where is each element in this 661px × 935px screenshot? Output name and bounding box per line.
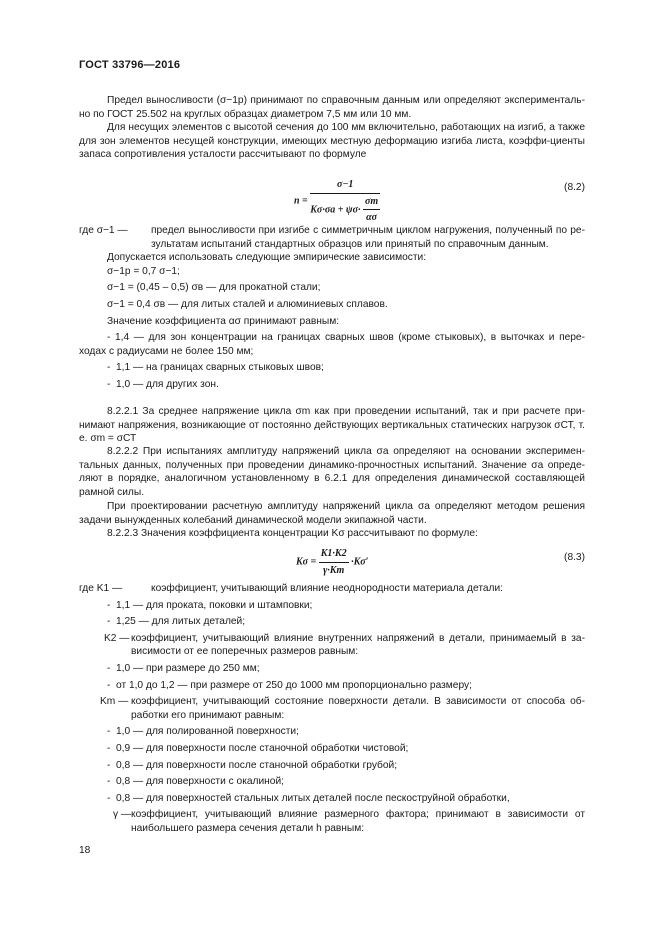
formula-8-2 [294,178,380,225]
dash: - [107,378,111,390]
section-8-2-2-1 [79,405,585,446]
dash: - [107,742,111,754]
formula-denominator [310,194,380,225]
definition-label: Km — [100,696,129,708]
list-item [79,679,585,693]
list-item [79,361,585,375]
list-item [79,599,585,613]
formula-numerator: K1·K2 [319,547,349,563]
definition-sigma-1 [79,224,585,251]
dash: - [107,776,111,788]
formula-fraction [310,178,380,225]
section-text: При проектировании расчетную амплитуду напряжений цикла σa определяют методом решения задачи вынужденных колебаний динамической модели экипажной части. [79,501,585,526]
definition-text: коэффициент, учитывающий влияние размерного фактора; принимают в зависимости от наибольшего размера сечения детали h равным: [131,809,585,834]
list-item-text: 1,4 — для зон концентрации на границах сварных швов (кроме стыковых), в выточках и пере-ходах с радиусами не более 150 мм; [79,332,585,357]
definition-label: γ — [113,809,132,821]
definition-k1 [79,582,585,596]
definition-text: коэффициент, учитывающий влияние внутренних напряжений в детали, принимаемый в за-висимости от ее поперечных размеров равным: [131,632,585,658]
definition-label: где K1 — [79,583,123,594]
empirical-relation: σ−1p = 0,7 σ−1; [107,265,180,277]
list-item [79,792,585,806]
formula-inner-numerator: σm [363,195,380,211]
list-item [79,775,585,789]
dash: - [107,362,111,374]
dash: - [107,792,111,804]
page-number: 18 [79,845,91,856]
formula-lhs: n = [294,195,308,207]
list-item [79,662,585,676]
dash: - [107,679,111,691]
equation-number: (8.2) [564,182,585,193]
section-8-2-2-2-design [79,500,585,527]
empirical-intro: Допускается использовать следующие эмпирические зависимости: [107,252,427,264]
dash: - [107,332,115,344]
definition-km [79,695,585,722]
dash: - [107,662,111,674]
dash: - [107,599,111,611]
page-header: ГОСТ 33796—2016 [79,59,181,71]
list-item-text: 0,8 — для поверхностей стальных литых деталей после пескоструйной обработки, [116,792,510,804]
dash: - [107,759,111,771]
list-item [79,725,585,739]
definition-label: K2 — [104,632,130,644]
paragraph-safety-factor-intro [79,121,585,162]
formula-denominator: γ·Km [323,564,345,576]
list-item [79,378,585,392]
paragraph-text: Предел выносливости (σ−1p) принимают по справочным данным или определяют эксперименталь-но по ГОСТ 25.502 на круглых образцах диаметром 7,5 мм или 10 мм. [79,95,585,120]
definition-label: где σ−1 — [79,225,128,236]
empirical-relation: σ−1 = 0,4 σв — для литых сталей и алюминиевых сплавов. [107,298,388,310]
empirical-relation: σ−1 = (0,45 – 0,5) σв — для прокатной стали; [107,282,321,294]
list-item-text: 1,0 — при размере до 250 мм; [116,662,260,674]
formula-8-3 [296,547,368,577]
list-item-text: 1,0 — для полированной поверхности; [116,726,299,738]
definition-text: предел выносливости при изгибе с симметричным циклом нагружения, полученный по ре-зультатам испытаний стандартных образцов или принятый по справочным данным. [151,225,585,250]
alpha-intro: Значение коэффициента ασ принимают равным: [107,315,340,327]
where-block-k [79,582,585,836]
dash: - [107,616,111,628]
list-item-text: 1,25 — для литых деталей; [116,616,246,628]
definition-text: коэффициент, учитывающий влияние неоднородности материала детали: [151,583,503,594]
formula-tail: ·Kσ′ [351,556,369,568]
section-text: 8.2.2.1 За среднее напряжение цикла σm как при проведении испытаний, так и при расчете при-нимают напряжения, возникающие от постоянно действующих вертикальных статических нагрузок σСТ, т. е. σm = σСТ [79,406,585,445]
section-8-2-2-3 [79,527,585,541]
definition-text: коэффициент, учитывающий состояние поверхности детали. В зависимости от способа об-работки его принимают равным: [131,696,585,721]
formula-numerator: σ−1 [310,178,380,194]
dash: - [107,726,111,738]
paragraph-sigma-1p [79,94,585,121]
definition-k2 [79,632,585,659]
list-item-text: 1,1 — для проката, поковки и штамповки; [116,599,313,611]
formula-inner-fraction [363,195,380,225]
formula-inner-denominator: ασ [366,212,378,224]
equation-number: (8.3) [564,552,585,563]
paragraph-text: Для несущих элементов с высотой сечения до 100 мм включительно, работающих на изгиб, а также для зон элементов несущей конструкции, имеющих местную деформацию изгиба листа, коэффи-циенты запаса сопротивления усталости рассчитывают по формуле [79,122,585,161]
formula-den-left: Kσ·σa + ψσ· [310,203,361,215]
list-item [79,331,585,358]
section-text: 8.2.2.3 Значения коэффициента концентрации Kσ рассчитывают по формуле: [107,528,478,539]
formula-fraction [319,547,349,577]
list-item-text: 1,1 — на границах сварных стыковых швов; [116,362,324,374]
list-item-text: 0,8 — для поверхности после станочной обработки грубой; [116,759,398,771]
list-item-text: 1,0 — для других зон. [116,378,219,390]
list-item-text: 0,9 — для поверхности после станочной обработки чистовой; [116,742,409,754]
where-block-sigma [79,224,585,392]
list-item [79,742,585,756]
list-item-text: 0,8 — для поверхности с окалиной; [116,776,284,788]
section-8-2-2-2 [79,445,585,499]
section-text: 8.2.2.2 При испытаниях амплитуду напряжений цикла σa определяют на основании эксперимен-тальных данных, полученных при проведении динамико-прочностных испытаний. Значение σa опреде-ляют в порядке, аналогичном установленному в 6.2.1 для определения динамической составляющей рамной силы. [79,446,585,498]
list-item [79,759,585,773]
list-item-text: от 1,0 до 1,2 — при размере от 250 до 1000 мм пропорционально размеру; [116,679,472,691]
formula-lhs: Kσ = [296,556,317,568]
list-item [79,615,585,629]
definition-gamma [79,808,585,835]
